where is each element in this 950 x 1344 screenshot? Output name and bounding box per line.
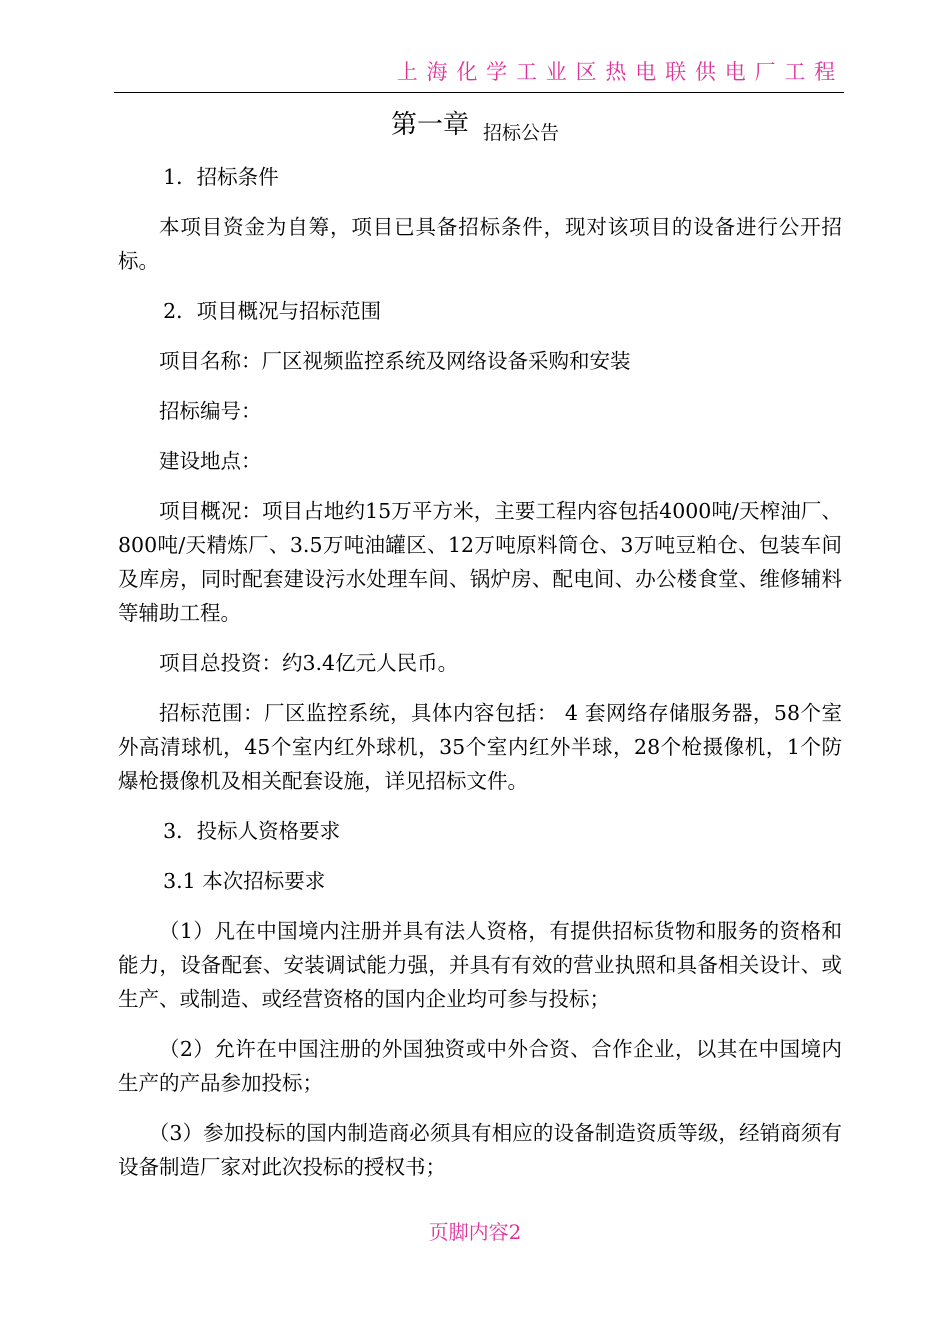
section-heading-2: 2．项目概况与招标范围 (163, 299, 382, 323)
document-body (118, 160, 842, 1200)
chapter-number: 第一章 (390, 110, 469, 140)
requirement-item-1: （1）凡在中国境内注册并具有法人资格，有提供招标货物和服务的资格和能力，设备配套、安装调试能力强，并具有有效的营业执照和具备相关设计、或生产、或制造、或经营资格的国内企业均可参与投标； (118, 919, 842, 1011)
paragraph-funding: 本项目资金为自筹，项目已具备招标条件，现对该项目的设备进行公开招标。 (118, 215, 842, 273)
requirement-item-3: （3）参加投标的国内制造商必须具有相应的设备制造资质等级，经销商须有设备制造厂家对此次投标的授权书； (118, 1121, 842, 1179)
subsection-heading-3-1: 3.1 本次招标要求 (163, 869, 326, 893)
section-heading-3: 3．投标人资格要求 (163, 819, 341, 843)
paragraph-tender-number: 招标编号： (159, 399, 262, 423)
paragraph-location: 建设地点： (159, 449, 262, 473)
running-header: 上海化学工业区热电联供电厂工程 (396, 60, 844, 84)
chapter-subtitle: 招标公告 (483, 122, 560, 144)
section-heading-1: 1．招标条件 (163, 165, 279, 189)
paragraph-project-name: 项目名称：厂区视频监控系统及网络设备采购和安装 (159, 349, 631, 373)
chapter-title (0, 104, 950, 144)
paragraph-overview: 项目概况：项目占地约15万平方米，主要工程内容包括4000吨/天榨油厂、800吨/天精炼厂、3.5万吨油罐区、12万吨原料筒仓、3万吨豆粕仓、包装车间及库房，同时配套建设污水处理车间、锅炉房、配电间、办公楼食堂、维修辅料等辅助工程。 (118, 499, 842, 625)
header-divider (114, 92, 844, 93)
requirement-item-2: （2）允许在中国注册的外国独资或中外合资、合作企业，以其在中国境内生产的产品参加投标； (118, 1037, 842, 1095)
page-footer: 页脚内容2 (428, 1220, 522, 1244)
paragraph-scope: 招标范围：厂区监控系统，具体内容包括： 4 套网络存储服务器，58个室外高清球机，45个室内红外球机，35个室内红外半球，28个枪摄像机，1个防爆枪摄像机及相关配套设施，详见招标文件。 (118, 701, 842, 793)
paragraph-investment: 项目总投资：约3.4亿元人民币。 (159, 651, 459, 675)
